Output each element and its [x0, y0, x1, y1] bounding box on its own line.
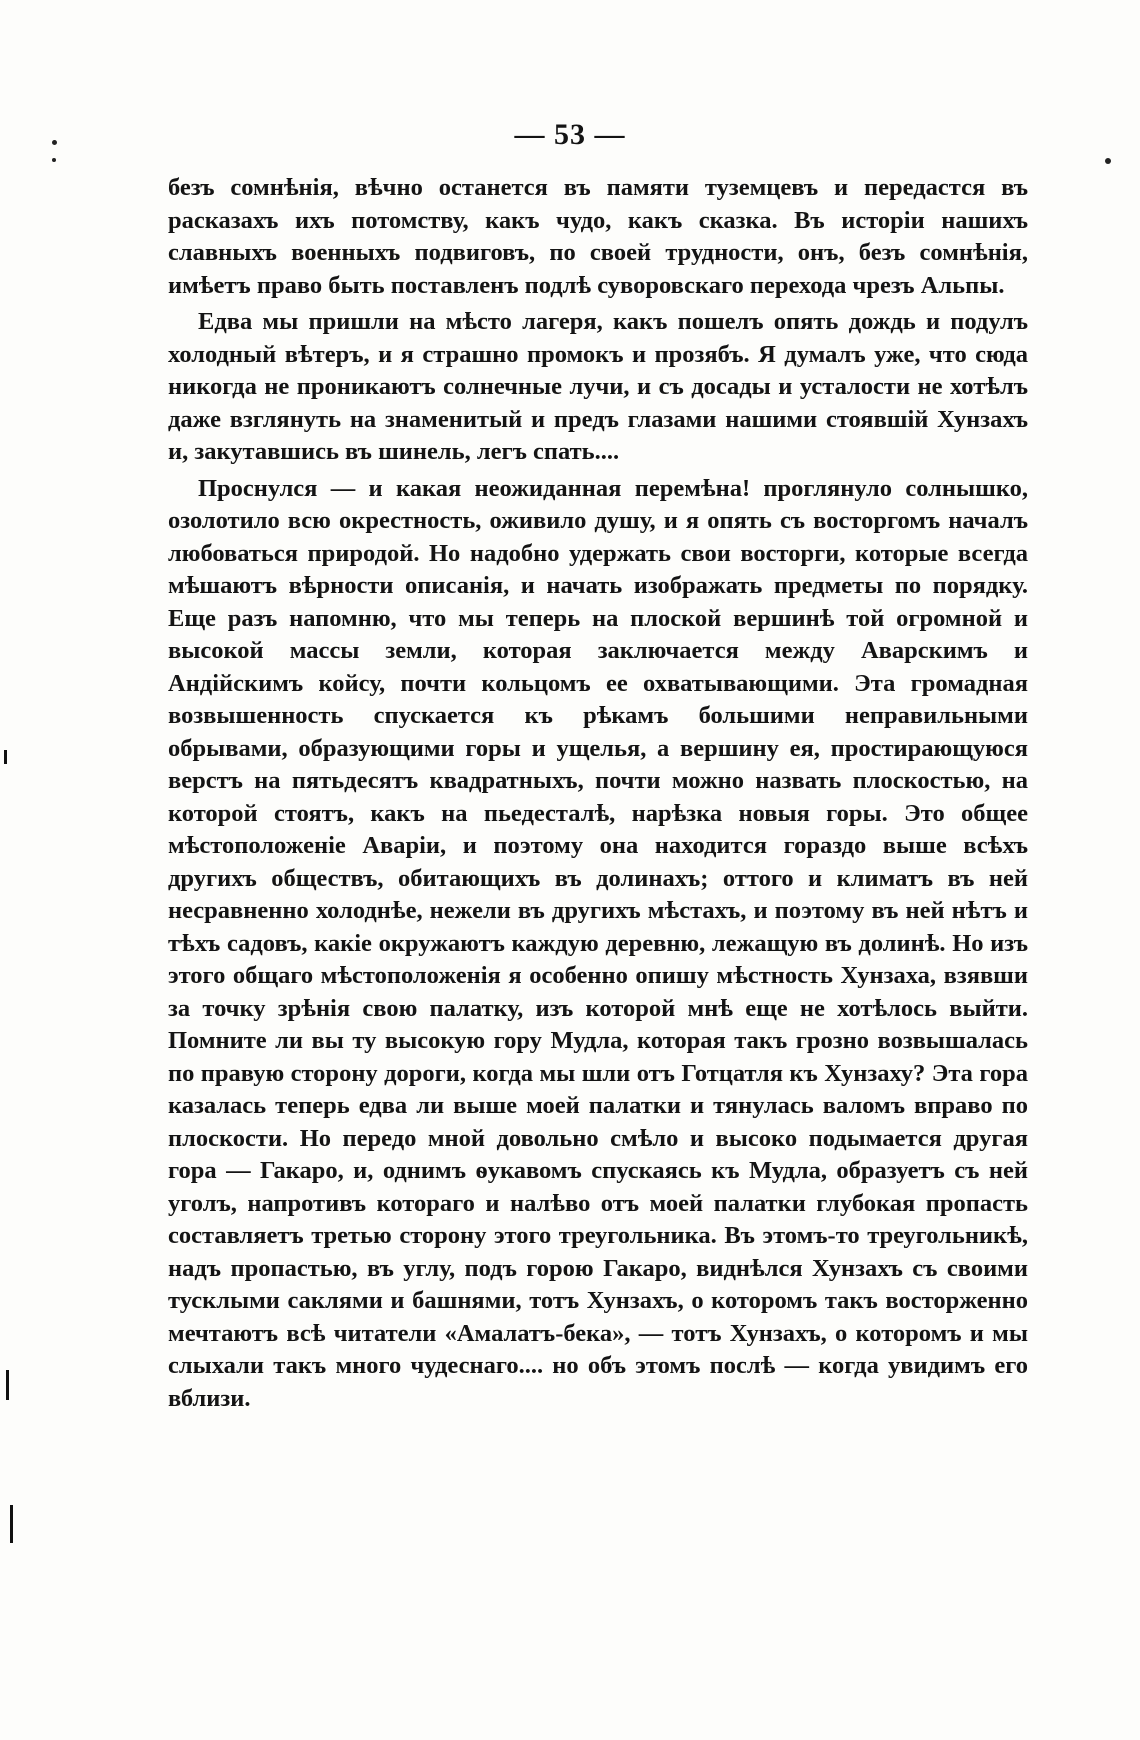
paragraph-1: безъ сомнѣнія, вѣчно останется въ памяти туземцевъ и передастся въ расказахъ ихъ потомству, какъ чудо, какъ сказка. Въ исторіи нашихъ славныхъ военныхъ подвиговъ, по своей трудности, онъ, безъ сомнѣнія, имѣетъ право быть поставленъ подлѣ суворовскаго перехода чрезъ Альпы. — [168, 174, 1028, 299]
scan-speck — [52, 140, 57, 145]
scan-speck — [52, 158, 56, 162]
scan-speck — [1105, 158, 1111, 164]
page-number: — 53 — — [514, 118, 626, 151]
scan-edge-mark — [6, 1370, 9, 1400]
body-text — [168, 172, 1028, 1419]
paragraph-3: Проснулся — и какая неожиданная перемѣна! проглянуло солнышко, озолотило всю окрестность, оживило душу, и я опять съ восторгомъ началъ любоваться природой. Но надобно удержать свои восторги, которые всегда мѣшаютъ вѣрности описанія, и начать изображать предметы по порядку. Еще разъ напомню, что мы теперь на плоской вершинѣ той огромной и высокой массы земли, которая заключается между Аварскимъ и Андійскимъ койсу, почти кольцомъ ее охватывающими. Эта громадная возвышенность спускается къ рѣкамъ большими неправильными обрывами, образующими горы и ущелья, а вершину ея, простирающуюся верстъ на пятьдесятъ квадратныхъ, почти можно назвать плоскостью, на которой стоятъ, какъ на пьедесталѣ, нарѣзка новыя горы. Это общее мѣстоположеніе Аваріи, и поэтому она находится гораздо выше всѣхъ другихъ обществъ, обитающихъ въ долинахъ; оттого и климатъ въ ней несравненно холоднѣе, нежели въ другихъ мѣстахъ, и поэтому въ ней нѣтъ и тѣхъ садовъ, какіе окружаютъ каждую деревню, лежащую въ долинѣ. Но изъ этого общаго мѣстоположенія я особенно опишу мѣстность Хунзаха, взявши за точку зрѣнія свою палатку, изъ которой мнѣ еще не хотѣлось выйти. Помните ли вы ту высокую гору Мудла, которая такъ грозно возвышалась по правую сторону дороги, когда мы шли отъ Готцатля къ Хунзаху? Эта гора казалась теперь едва ли выше моей палатки и тянулась валомъ вправо по плоскости. Но передо мной довольно смѣло и высоко подымается другая гора — Гакаро, и, однимъ ѳукавомъ спускаясь къ Мудла, образуетъ съ ней уголъ, напротивъ котораго и налѣво отъ моей палатки глубокая пропасть составляетъ третью сторону этого треугольника. Въ этомъ-то треугольникѣ, надъ пропастью, въ углу, подъ горою Гакаро, виднѣлся Хунзахъ съ своими тусклыми саклями и башнями, тотъ Хунзахъ, о которомъ такъ восторженно мечтаютъ всѣ читатели «Амалатъ-бека», — тотъ Хунзахъ, о которомъ и мы слыхали такъ много чудеснаго.... но объ этомъ послѣ — когда увидимъ его вблизи. — [168, 474, 1028, 1412]
scan-edge-mark — [10, 1505, 13, 1543]
scan-edge-mark — [4, 750, 7, 764]
paragraph-2: Едва мы пришли на мѣсто лагеря, какъ пошелъ опять дождь и подулъ холодный вѣтеръ, и я страшно промокъ и прозябъ. Я думалъ уже, что сюда никогда не проникаютъ солнечные лучи, и съ досады и усталости не хотѣлъ даже взглянуть на знаменитый и предъ глазами нашими стоявшій Хунзахъ и, закутавшись въ шинель, легъ спать.... — [168, 308, 1028, 465]
